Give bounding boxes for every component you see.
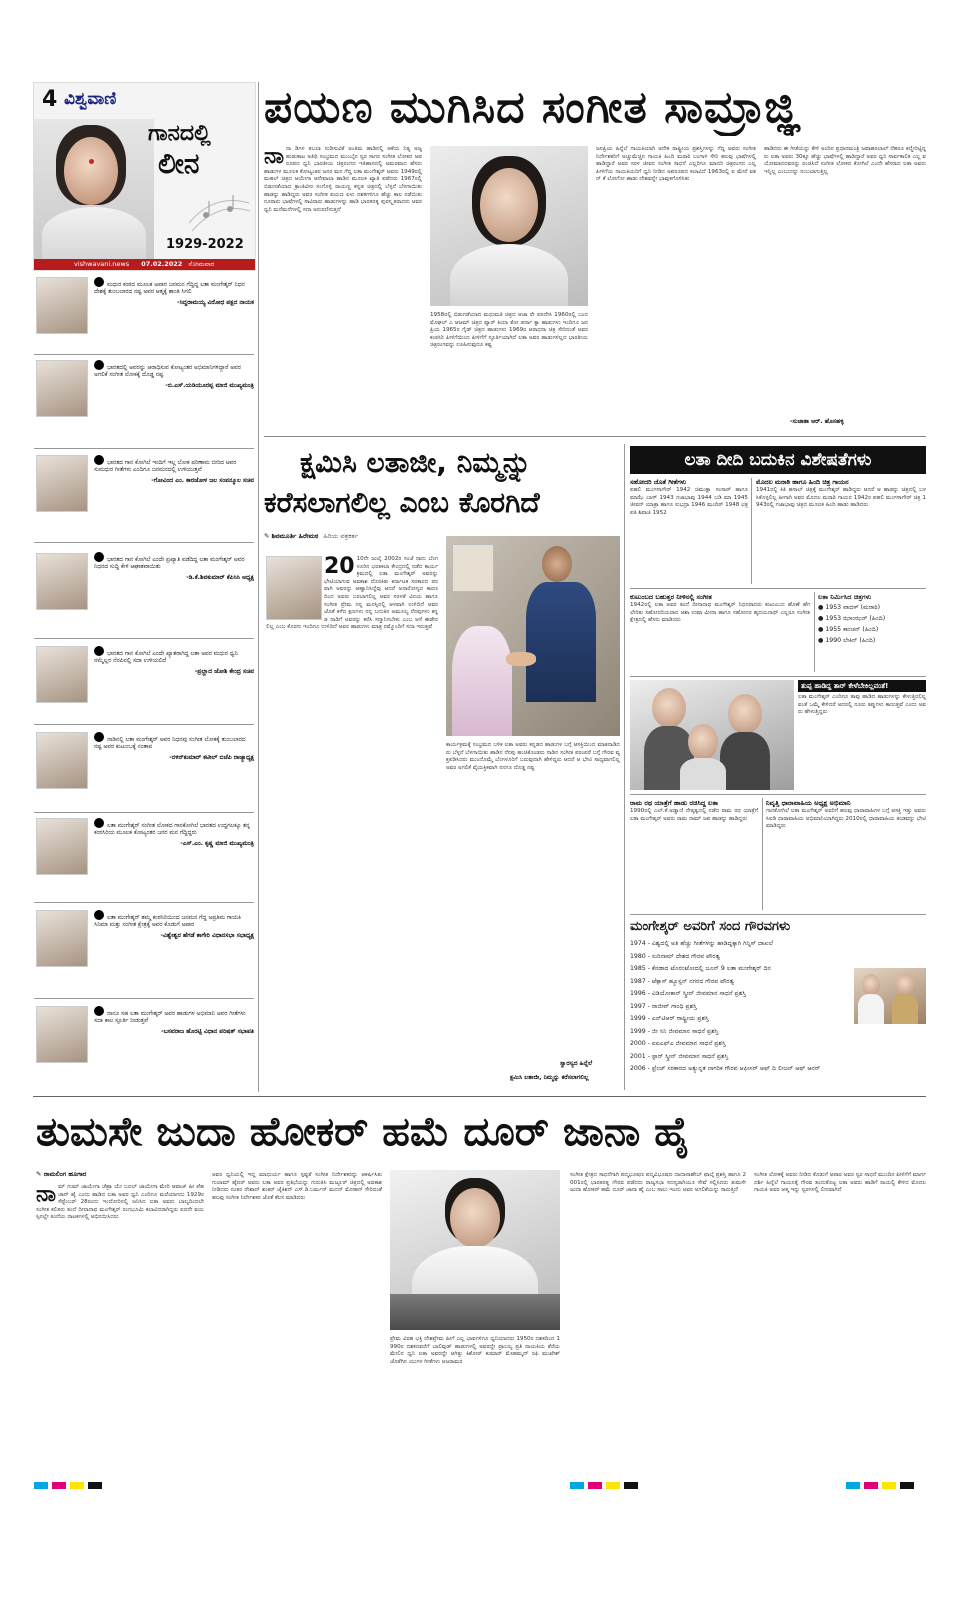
facts-box-title: ಲತಾ ದೀದಿ ಬದುಕಿನ ವಿಶೇಷತೆಗಳು [630,446,926,474]
avatar [36,910,88,967]
quote-signature: -ಸಿದ್ದರಾಮಯ್ಯ ವಿರೋಧ ಪಕ್ಷದ ನಾಯಕ [177,298,254,306]
feature-box [33,82,256,271]
color-registration-marks [846,1474,918,1493]
cyan-swatch [570,1482,584,1489]
cyan-swatch [34,1482,48,1489]
avatar [36,818,88,875]
date: 07.02.2022 [141,260,183,268]
quote-block [94,277,254,351]
article-column [596,146,756,428]
bullet-icon [94,732,104,742]
article-text: ನಾ ಡಿಗಳ ತಬಲಾ ನುಡಿಸುವಿಕೆ ಅಂತಿಮ ಹಾಡಿನಲ್ಲಿ ಆಕೆಯ ನಿತ್ಯ ಅಜ್ಜ ಹುಡುಕಾಟ ಅತಿಥಿ ಸಂಭ್ರಮದ ಮುಂಬೈನ ಸ್ವರ ಸಾಗರ ಸಂಗೀತ ಲೋಕದ ಅಪರೂಪದ ಧ್ವನಿ ಭಾರತೀಯ ಚಿತ್ರರಂಗದ ಇತಿಹಾಸದಲ್ಲಿ ಅಮರವಾದ ಹೆಸರು ಹಾಡುಗಳ ಮೂಲಕ ಕೋಟ್ಯಂತರ ಜನರ ಮನ ಗೆದ್ದ ಲತಾ ಮಂಗೇಶ್ಕರ್ ಅವರು 1949ರಲ್ಲಿ ಮಹಲ್ ಚಿತ್ರದ ಆಯೇಗಾ ಆನೇವಾಲಾ ಹಾಡಿನ ಮೂಲಕ ಖ್ಯಾತಿ ಪಡೆದರು 1967ರಲ್ಲಿ ಬಿಡುಗಡೆಯಾದ ಕ್ರಾಂತಿವೀರ ಸಂಗೊಳ್ಳಿ ರಾಯಣ್ಣ ಕನ್ನಡ ಚಿತ್ರದಲ್ಲಿ ಬೆಳ್ಳನೆ ಬೆಳಗಾಯಿತು ಹಾಡನ್ನು ಹಾಡಿದ್ದರು ಅವರ ಸಂಗೀತ ಪಯಣ ಏಳು ದಶಕಗಳಿಗೂ ಹೆಚ್ಚು ಕಾಲ ನಡೆಯಿತು ನೂರಾರು ಭಾಷೆಗಳಲ್ಲಿ ಸಾವಿರಾರು ಹಾಡುಗಳನ್ನು ಹಾಡಿ ಭಾರತರತ್ನ ಪುರಸ್ಕೃತರಾದರು ಅವರ ಧ್ವನಿ ಮನೆಮನೆಗಳಲ್ಲಿ ಸದಾ ಅನುರಣಿಸುತ್ತದೆ [264,146,422,213]
photo-caption: ಕ್ಷಮಿಸಿ ಲತಾಜೀ, ನಿಮ್ಮನ್ನು ಕರೆಸಲಾಗಲಿಲ್ಲ [510,1074,589,1081]
quote-signature: -ನಳಿನ್‌ಕುಮಾರ್ ಕಟೀಲ್ ಬಿಜೆಪಿ ರಾಜ್ಯಾಧ್ಯಕ್ಷ [169,753,254,761]
quote-text: ನಾಡಿನಲ್ಲಿ ಲತಾ ಮಂಗೇಶ್ಕರ್ ಅವರ ನಿಧನವು ಸಂಗೀತ ಲೋಕಕ್ಕೆ ತುಂಬಲಾರದ ನಷ್ಟ ಅವರ ಕುಟುಂಬಕ್ಕೆ ಸಂತಾಪ [94,737,246,751]
list-item: 2006 - ಫ್ರೆಂಚ್ ಸರಕಾರದ ಅತ್ಯುನ್ನತ ನಾಗರಿಕ ಗೌರವ ಆಫೀಸರ್ ಆಫ್ ದಿ ಲೀಜನ್ ಆಫ್ ಆನರ್ [630,1065,821,1072]
facts-left-head: ಸಹೋದರಿ ಜೊತೆ ಗೀತೆಗಳು [630,478,687,486]
quote-block [94,732,254,810]
list-item: 1980 - ಸುರಿನಾಮ್ ದೇಶದ ಗೌರವ ಪೌರತ್ವ [630,952,721,960]
family-box-head: ಕುಟುಂಬದ ಬಹುತ್ತರ ನೀಳಿನಲ್ಲಿ ಸಂಗೀತ [630,593,712,601]
magenta-swatch [52,1482,66,1489]
quote-text: ಭಾರತದ ಗಾನ ಕೋಗಿಲೆ ಎಂದೇ ಖ್ಯಾತರಾಗಿದ್ದ ಲತಾ ಅವರ ಮಧುರ ಧ್ವನಿ ನಮ್ಮೆಲ್ಲರ ನೆನಪಿನಲ್ಲಿ ಸದಾ ಉಳಿಯಲಿದೆ [94,651,238,665]
article-column [390,1336,560,1460]
tv-box [766,798,926,910]
bullet-icon [94,910,104,920]
list-item: 2001 - ಸ್ಟಾರ್ ಸ್ಕ್ರೀನ್ ಜೀವಮಾನ ಸಾಧನೆ ಪ್ರಶಸ್ತಿ [630,1052,729,1060]
honours-box-head: ಮಂಗೇಶ್ಕರ್ ಅವರಿಗೆ ಸಂದ ಗೌರವಗಳು [630,919,791,934]
article-column [754,1172,926,1460]
family-box [630,592,810,672]
yellow-swatch [70,1482,84,1489]
quote-text: ಲತಾ ಮಂಗೇಶ್ಕರ್ ತಮ್ಮ ಕಂಠಸಿರಿಯಿಂದ ಜನಮನ ಗೆದ್ದ ಅಪ್ರತಿಮ ಗಾಯಕಿ ಸಿನಿಮಾ ಮತ್ತು ಸಂಗೀತ ಕ್ಷೇತ್ರಕ್ಕೆ ಅವರ ಕೊಡುಗೆ ಅಪಾರ [94,915,241,929]
quote-block [94,552,254,634]
pen-icon: ✎ [36,1170,44,1178]
meeting-photo [446,536,620,736]
article-text: ಕಾರ್ಯಕ್ರಮಕ್ಕೆ ಸಂಭ್ರಮದ ಬಳಿಕ ಲತಾ ಅವರು ಕನ್ನಡದ ಹಾಡುಗಳ ಬಗ್ಗೆ ಆಸಕ್ತಿಯಿಂದ ಮಾತನಾಡಿದರು ಬೆಳ್ಳನೆ ಬೆಳಗಾಯಿತು ಹಾಡಿನ ನೆನಪು ಹಂಚಿಕೊಂಡರು ನಾಡಿನ ಸಂಗೀತ ಪರಂಪರೆ ಬಗ್ಗೆ ಗೌರವ ವ್ಯಕ್ತಪಡಿಸಿದರು ಮುಂದೊಮ್ಮೆ ಬೆಂಗಳೂರಿಗೆ ಬರುವುದಾಗಿ ಹೇಳಿದ್ದರು ಆದರೆ ಆ ಭೇಟಿ ಸಾಧ್ಯವಾಗಲಿಲ್ಲ ಅವರ ಅಗಲಿಕೆ ವೈಯಕ್ತಿಕವಾಗಿ ನನಗೂ ದೊಡ್ಡ ನಷ್ಟ [446,742,620,771]
films-box [818,592,926,672]
avatar [36,277,88,334]
sang-box-head: ತುಪ್ಪ ಹಾಡಿದ್ದ ತಾರ್ ಕೇಳೆಬೇಕಿಲ್ಲವಂತೆ! [798,680,926,692]
pen-icon: ✎ [264,532,272,540]
article-text: ಸಂಗೀತ ಲೋಕಕ್ಕೆ ಅವರು ನೀಡಿದ ಕೊಡುಗೆ ಅಪಾರ ಅವರ ಸ್ವರ ಸಾಧನೆ ಮುಂದಿನ ಪೀಳಿಗೆಗೆ ಮಾರ್ಗದರ್ಶಿ ಹಿನ್ನೆಲೆ ಗಾಯನಕ್ಕೆ ಗೌರವ ತಂದುಕೊಟ್ಟ ಲತಾ ಅವರು ಹಾಡಿಗೆ ರಾಯಲ್ಟಿ ಕೇಳಿದ ಮೊದಲ ಗಾಯಕಿ ಅವರ ಆತ್ಮ ಇನ್ನು ಸ್ವರಗಳಲ್ಲಿ ಲೀನವಾಗಿದೆ [754,1172,926,1194]
article-text: ಮ್ ಗುಮ್ ಜಾಯೇಗಾ ಚೆಹ್ರಾ ಯೇ ಬದಲ್ ಜಾಯೇಗಾ ಮೇರಿ ಆವಾಜ್ ಹೀ ಪೆಹಚಾನ್ ಹೈ ಎಂದು ಹಾಡಿದ ಲತಾ ಅವರ ಧ್ವನಿ ಎಂದಿಗೂ ಮರೆಯಾಗದು 1929ರ ಸೆಪ್ಟೆಂಬರ್ 28ರಂದು ಇಂದೋರಿನಲ್ಲಿ ಜನಿಸಿದ ಲತಾ ಅವರು ಬಾಲ್ಯದಿಂದಲೇ ಸಂಗೀತ ಕಲಿತರು ತಂದೆ ದೀನಾನಾಥ ಮಂಗೇಶ್ಕರ್ ರಂಗಭೂಮಿ ಕಲಾವಿದರಾಗಿದ್ದರು ಐದನೇ ವಯಸ್ಸಿನಲ್ಲೇ ತಂದೆಯ ನಾಟಕಗಳಲ್ಲಿ ಅಭಿನಯಿಸಿದರು [36,1184,204,1221]
list-item: ● 1953 ಝಾಂಝರ್ (ಹಿಂದಿ) [818,615,886,622]
sang-box-text: ಲತಾ ಮಂಗೇಶ್ಕರ್ ಎಂದಿಗೂ ತಾವು ಹಾಡಿದ ಹಾಡುಗಳನ್ನು ಕೇಳುತ್ತಿರಲಿಲ್ಲವಂತೆ ಒಮ್ಮೆ ಕೇಳಿದರೆ ಅದರಲ್ಲಿ ನೂರು ತಪ್ಪುಗಳು ಕಾಣುತ್ತವೆ ಎಂದು ಅವರು ಹೇಳುತ್ತಿದ್ದರು [798,694,926,716]
masthead-strip [34,259,255,270]
bottom-byline: ✎ ರಾಮಲಿಂಗ ಹೂಗಾರ [36,1170,87,1178]
quote-text: ಭಾರತದ ಗಾನ ಕೋಗಿಲೆ ಇಂದಿಗೆ ಇಲ್ಲ ಲೋಕ ಪರಿಣಾಮ ಬೀರಿದ ಅವರ ಸುಮಧುರ ಗೀತೆಗಳು ಎಂದಿಗೂ ಜನಮನದಲ್ಲಿ ಉಳಿಯುತ್ತವೆ [94,460,237,474]
singers-group-photo [630,680,794,790]
byline [264,532,358,541]
bullet-icon: ● [818,626,826,633]
article-column [570,1172,746,1460]
paper-name: ವಿಶ್ವವಾಣಿ [64,89,117,109]
article2-headline-1: ಕ್ಷಮಿಸಿ ಲತಾಜೀ, ನಿಮ್ಮನ್ನು [300,446,531,479]
family-box-text: 1942ರಲ್ಲಿ ಲತಾ ಅವರ ತಂದೆ ದೀನಾನಾಥ ಮಂಗೇಶ್ಕರ್ ನಿಧನರಾದರು ಕುಟುಂಬದ ಹೊಣೆ ಹೆಗಲೇರಿತು ಸಹೋದರಿಯರಾದ ಆಶಾ ಉಷಾ ಮೀನಾ ಹಾಗೂ ಸಹೋದರ ಹೃದಯನಾಥ್ ಎಲ್ಲರೂ ಸಂಗೀತ ಕ್ಷೇತ್ರದಲ್ಲಿ ಹೆಸರು ಮಾಡಿದರು [630,602,810,624]
quote-text: ನಾನೂ ಸಹ ಲತಾ ಮಂಗೇಶ್ಕರ್ ಅವರ ಹಾಡುಗಳ ಅಭಿಮಾನಿ ಅವರ ಗೀತೆಗಳು ಸದಾ ಕಾಲ ಸ್ಫೂರ್ತಿ ನೀಡುತ್ತವೆ [94,1011,246,1025]
list-item: ● 1953 ವಾದಳ್ (ಮರಾಠಿ) [818,604,881,611]
byline-role: ಹಿರಿಯ ಪತ್ರಕರ್ತ [323,532,358,540]
quote-signature: -ಎಸ್.ಎಂ. ಕೃಷ್ಣ ಮಾಜಿ ಮುಖ್ಯಮಂತ್ರಿ [180,839,254,847]
article-text: ಜನಪ್ರಿಯ ಹಿನ್ನೆಲೆ ಗಾಯಕಿಯಾಗಿ ಅನೇಕ ರಾಷ್ಟ್ರೀಯ ಪ್ರಶಸ್ತಿಗಳನ್ನು ಗೆದ್ದ ಅವರು ಸಂಗೀತ ನಿರ್ದೇಶಕರಿಗೆ ಅಚ್ಚುಮೆಚ್ಚಿನ ಗಾಯಕಿ ಹಿಂದಿ ಮರಾಠಿ ಬಂಗಾಳಿ ಸೇರಿ ಹಲವು ಭಾಷೆಗಳಲ್ಲಿ ಹಾಡಿದ್ದಾರೆ ಅವರ ಸರಳ ಜೀವನ ಸಂಗೀತ ಸಾಧನೆ ಎಲ್ಲರಿಗೂ ಮಾದರಿ ಚಿತ್ರರಂಗದ ಎಲ್ಲ ಪೀಳಿಗೆಯ ನಾಯಕಿಯರಿಗೆ ಧ್ವನಿ ನೀಡಿದ ಅಪರೂಪದ ಕಲಾವಿದೆ 1963ರಲ್ಲಿ ಐ ಮೇರೆ ವತನ್ ಕೆ ಲೋಗೋ ಹಾಡು ದೇಶವನ್ನೇ ಭಾವುಕಗೊಳಿಸಿತು [596,146,756,183]
quote-signature: -ಗೋವಿಂದ ಎಂ. ಕಾರಜೋಳ ಜಲ ಸಂಪನ್ಮೂಲ ಸಚಿವ [151,476,254,484]
article-text: ಹಾಡಿದರು ಈ ಗೀತೆಯನ್ನು ಕೇಳಿ ಅಂದಿನ ಪ್ರಧಾನಮಂತ್ರಿ ಜವಾಹರಲಾಲ್ ನೆಹರೂ ಕಣ್ಣೀರಿಟ್ಟಿದ್ದರು ಲತಾ ಅವರು 30ಕ್ಕೂ ಹೆಚ್ಚು ಭಾಷೆಗಳಲ್ಲಿ ಹಾಡಿದ್ದಾರೆ ಅವರ ಧ್ವನಿ ಸಾರ್ವಕಾಲಿಕ ಎಲ್ಲ ವಯೋಮಾನದವರನ್ನು ರಂಜಿಸಿದೆ ಸಂಗೀತ ಲೋಕದ ಕೋಗಿಲೆ ಎಂದೇ ಹೆಸರಾದ ಲತಾ ಅವರು ಇನ್ನಿಲ್ಲ ಎಂಬುದನ್ನು ನಂಬಲಾಗುತ್ತಿಲ್ಲ [764,146,926,175]
article-text: 10ನೇ ಜುಲೈ 2002ರ ಸಂಜೆ ನಾನು ಬೆಂಗಳೂರಿನ ಭರತಕಲಾ ಕೇಂದ್ರದಲ್ಲಿ ನಡೆದ ಕಾರ್ಯಕ್ರಮದಲ್ಲಿ ಲತಾ ಮಂಗೇಶ್ಕರ್ ಅವರನ್ನು ಭೇಟಿಯಾಗುವ ಅವಕಾಶ ದೊರಕಿತು ಕರ್ನಾಟಕ ಸರಕಾರದ ಪರವಾಗಿ ಅವರನ್ನು ಆಹ್ವಾನಿಸಿದ್ದೆವು ಆದರೆ ಅನಾರೋಗ್ಯದ ಕಾರಣದಿಂದ ಅವರು ಬರಲಾಗಲಿಲ್ಲ ಅವರ ಸರಳತೆ ವಿನಯ ಹಾಗೂ ಸಂಗೀತ ಪ್ರೇಮ ನನ್ನ ಮನಸ್ಸಿನಲ್ಲಿ ಆಳವಾಗಿ ಉಳಿದಿದೆ ಅವರ ಜೊತೆ ಕಳೆದ ಕ್ಷಣಗಳು ನನ್ನ ಬದುಕಿನ ಅಮೂಲ್ಯ ನೆನಪುಗಳು ಕನ್ನಡ ನಾಡಿಗೆ ಅವರನ್ನು ಕರೆಸಿ ಸನ್ಮಾನಿಸಬೇಕು ಎಂಬ ಆಸೆ ಈಡೇರಲಿಲ್ಲ ಎಂಬ ಕೊರಗು ಇಂದಿಗೂ ಉಳಿದಿದೆ ಅವರ ಹಾಡುಗಳು ಮಾತ್ರ ನಮ್ಮೊಂದಿಗೆ ಸದಾ ಇರುತ್ತವೆ [266,556,438,631]
black-swatch [624,1482,638,1489]
color-registration-marks [570,1474,642,1493]
cyan-swatch [846,1482,860,1489]
quote-text: ಭಾರತದ ಗಾನ ಕೋಗಿಲೆ ಎಂದೇ ಪ್ರಖ್ಯಾತಿ ಪಡೆದಿದ್ದ ಲತಾ ಮಂಗೇಶ್ಕರ್ ಅವರ ನಿಧನದ ಸುದ್ದಿ ಕೇಳಿ ಆಘಾತವಾಯಿತು [94,557,245,571]
quote-signature: -ಡಿ.ಕೆ.ಶಿವಕುಮಾರ್ ಕೆಪಿಸಿಸಿ ಅಧ್ಯಕ್ಷ [186,573,254,581]
black-swatch [88,1482,102,1489]
quote-signature: -ಪ್ರಲ್ಹಾದ ಜೋಶಿ ಕೇಂದ್ರ ಸಚಿವ [194,667,254,675]
list-item: ● 1990 ಲೇಕಿನ್ (ಹಿಂದಿ) [818,637,876,644]
main-headline: ಪಯಣ ಮುಗಿಸಿದ ಸಂಗೀತ ಸಾಮ್ರಾಜ್ಞಿ [264,82,801,133]
black-swatch [900,1482,914,1489]
list-item: 2000 - ಐಐಎಫ್ಎ ಜೀವಮಾನ ಸಾಧನೆ ಪ್ರಶಸ್ತಿ [630,1040,726,1047]
bullet-icon: ● [818,604,826,611]
avatar [36,646,88,703]
bullet-icon [94,818,104,828]
facts-left-box [630,478,748,584]
quote-block [94,360,254,442]
sang-box [798,680,926,790]
bullet-icon [94,1006,104,1016]
list-item: 1974 - ವಿಶ್ವದಲ್ಲಿ ಅತಿ ಹೆಚ್ಚು ಗೀತೆಗಳನ್ನು ಹಾಡಿದ್ದಕ್ಕಾಗಿ ಗಿನ್ನಿಸ್ ದಾಖಲೆ [630,940,773,947]
list-item: 1985 - ಕೆನಡಾದ ಟೊರಂಟೋದಲ್ಲಿ ಜೂನ್ 9 ಲತಾ ಮಂಗೇಶ್ಕರ್ ದಿನ [630,965,771,972]
bottom-headline: ತುಮಸೇ ಜುದಾ ಹೋಕರ್ ಹಮೆ ದೂರ್ ಜಾನಾ ಹೈ [36,1109,691,1155]
list-item: 1987 - ಟೆಕ್ಸಾಸ್ ಹ್ಯೂಸ್ಟನ್ ನಗರದ ಗೌರವ ಪೌರತ್ವ [630,977,735,985]
color-registration-marks [34,1474,106,1493]
feature-title-2: ಲೀನ [158,147,200,180]
article-text: 1958ರಲ್ಲಿ ಬಿಡುಗಡೆಯಾದ ಮಧುಮತಿ ಚಿತ್ರದ ಆಜಾ ರೇ ಪರದೇಸಿ 1960ರಲ್ಲಿ ಬಂದ ಮೊಘಲ್ ಎ ಆಜಮ್ ಚಿತ್ರದ ಪ್ಯಾರ್ ಕಿಯಾ ತೋ ಡರ್ನಾ ಕ್ಯಾ ಹಾಡುಗಳು ಇಂದಿಗೂ ಜನಪ್ರಿಯ 1965ರ ಗೈಡ್ ಚಿತ್ರದ ಹಾಡುಗಳು 1969ರ ಆರಾಧನಾ ಚಿತ್ರ ಸೇರಿದಂತೆ ಅವರ ಕಂಠಸಿರಿ ಪೀಳಿಗೆಯಿಂದ ಪೀಳಿಗೆಗೆ ಸ್ಫೂರ್ತಿಯಾಗಿದೆ ಲತಾ ಅವರ ಹಾಡುಗಳಿಲ್ಲದ ಭಾರತೀಯ ಚಿತ್ರರಂಗವನ್ನು ಊಹಿಸುವುದೂ ಕಷ್ಟ [430,312,588,349]
quote-block [94,1006,254,1090]
tv-box-head: ನಿವೃತ್ತಿ ಧಾರಾವಾಹಿಯ ಅಧ್ಯಕ್ಷ ಅಭಿಮಾನಿ [766,799,851,807]
website: vishwavani.news [74,260,130,268]
bullet-icon: ● [818,615,826,622]
rama-box-text: 1990ರಲ್ಲಿ ಎಲ್.ಕೆ.ಅಡ್ವಾಣಿ ನೇತೃತ್ವದಲ್ಲಿ ನಡೆದ ರಾಮ ರಥ ಯಾತ್ರೆಗೆ ಲತಾ ಮಂಗೇಶ್ಕರ್ ಅವರು ರಾಮ ನಾಮ್ ಜಪ ಹಾಡನ್ನು ಹಾಡಿದ್ದರು [630,808,758,822]
list-item: ● 1955 ಕಾಂಚನ್ (ಹಿಂದಿ) [818,626,879,633]
article2-headline-2: ಕರೆಸಲಾಗಲಿಲ್ಲ ಎಂಬ ಕೊರಗಿದೆ [264,486,540,519]
article-text: ಪ್ರೇಮ ವಿರಹ ಭಕ್ತಿ ದೇಶಪ್ರೇಮ ಹೀಗೆ ಎಲ್ಲ ಭಾವಗಳಿಗೂ ಧ್ವನಿಯಾದರು 1950ರ ದಶಕದಿಂದ 1990ರ ದಶಕದವರೆಗೆ ಬಾಲಿವುಡ್ ಹಾಡುಗಳಲ್ಲಿ ಅವರದ್ದೇ ಪ್ರಾಬಲ್ಯ ಪ್ರತಿ ನಾಯಕಿಯ ತೆರೆಯ ಮೇಲಿನ ಧ್ವನಿ ಲತಾ ಅವರದ್ದೇ ಆಗಿತ್ತು ಕಿಶೋರ್ ಕುಮಾರ್ ಮೊಹಮ್ಮದ್ ರಫಿ ಮುಖೇಶ್ ಜೊತೆಗಿನ ಯುಗಳ ಗೀತೆಗಳು ಅಜರಾಮರ [390,1336,560,1365]
yellow-swatch [882,1482,896,1489]
singer-photo [430,146,588,306]
bullet-icon [94,277,104,287]
article-signature: -ಸುಜಾತಾ ಆರ್. ಹೊಸಹಳ್ಳಿ [790,418,844,425]
facts-right-head: ಮೊದಲ ಮರಾಠಿ ಹಾಗೂ ಹಿಂದಿ ಚಿತ್ರ ಗಾಯನ [756,478,849,486]
end-note: ಸ್ವಾರಸ್ಯದ ಹಿನ್ನೆಲೆ [560,1060,593,1067]
article-column [264,146,422,428]
article-column [266,556,438,1076]
byline-name: ಶಿವಮೂರ್ತಿ ಹಿರೇಮಠ [271,532,319,540]
feature-title-1: ಗಾನದಲ್ಲಿ [148,121,211,146]
avatar [36,455,88,512]
quote-block [94,910,254,994]
magenta-swatch [588,1482,602,1489]
bullet-icon [94,455,104,465]
bullet-icon [94,360,104,370]
quote-block [94,646,254,720]
rama-box-head: ರಾಮ ರಥ ಯಾತ್ರೆಗೆ ಹಾಡು ರಚಿಸಿದ್ದ ಲತಾ [630,799,719,807]
award-photo [854,968,926,1024]
quote-block [94,455,254,537]
article-column [764,146,926,416]
list-item: 1997 - ರಾಜೀವ್ ಗಾಂಧಿ ಪ್ರಶಸ್ತಿ [630,1002,697,1010]
music-notes-decoration [184,183,254,238]
quote-text: ಮಧುರ ಕಂಠದ ಮೂಲಕ ಅಪಾರ ಜನಮನ ಗೆದ್ದಿದ್ದ ಲತಾ ಮಂಗೇಶ್ಕರ್ ನಿಧನ ದೇಶಕ್ಕೆ ತುಂಬಲಾರದ ನಷ್ಟ ಅವರ ಆತ್ಮಕ್ಕೆ ಶಾಂತಿ ಸಿಗಲಿ [94,282,245,296]
facts-right-text: 1941ರಲ್ಲಿ ಕಿತಿ ಹಸಾಲ್ ಚಿತ್ರಕ್ಕೆ ಮಂಗೇಶ್ಕರ್ ಹಾಡಿದ್ದರು ಆದರೆ ಆ ಹಾಡನ್ನು ಚಿತ್ರದಲ್ಲಿ ಬಳಸಿಕೊಳ್ಳಲಿಲ್ಲ ಹೀಗಾಗಿ ಅವರ ಮೊದಲ ಮರಾಠಿ ಗಾಯನ 1942ರ ಪಹಲಿ ಮಂಗಳಾಗೌರ್ ಚಿತ್ರ 1943ರಲ್ಲಿ ಗಜಾಭಾವು ಚಿತ್ರದ ಮೂಲಕ ಹಿಂದಿ ಹಾಡು ಹಾಡಿದರು [756,487,926,509]
quote-signature: -ಬಿ.ಎಸ್.ಯಡಿಯೂರಪ್ಪ ಮಾಜಿ ಮುಖ್ಯಮಂತ್ರಿ [165,381,254,389]
article-text: ಸಂಗೀತ ಕ್ಷೇತ್ರದ ಸಾಧನೆಗಾಗಿ ಪದ್ಮಭೂಷಣ ಪದ್ಮವಿಭೂಷಣ ದಾದಾಸಾಹೇಬ್ ಫಾಲ್ಕೆ ಪ್ರಶಸ್ತಿ ಹಾಗೂ 2001ರಲ್ಲಿ ಭಾರತರತ್ನ ಗೌರವ ಪಡೆದರು ರಾಜ್ಯಸಭಾ ಸದಸ್ಯರಾಗಿಯೂ ಸೇವೆ ಸಲ್ಲಿಸಿದರು ತುಮಸೇ ಜುದಾ ಹೋಕರ್ ಹಮೆ ದೂರ್ ಜಾನಾ ಹೈ ಎಂಬ ಸಾಲು ಇಂದು ಅವರ ಅಗಲಿಕೆಯನ್ನು ಸಾರುತ್ತಿದೆ [570,1172,746,1194]
bullet-icon [94,552,104,562]
rama-box [630,798,758,910]
quote-signature: -ಬಸವರಾಜ ಹೊರಟ್ಟಿ ವಿಧಾನ ಪರಿಷತ್ ಸಭಾಪತಿ [161,1027,254,1035]
young-singer-photo [390,1170,560,1330]
list-item: 1996 - ವಿಡಿಯೋಕಾನ್ ಸ್ಕ್ರೀನ್ ಜೀವಮಾನ ಸಾಧನೆ ಪ್ರಶಸ್ತಿ [630,990,747,997]
quote-text: ಭಾರತದಲ್ಲಿ ಅವರನ್ನು ಆರಾಧಿಸುವ ಕೋಟ್ಯಂತರ ಅಭಿಮಾನಿಗಳಿದ್ದಾರೆ ಅವರ ಅಗಲಿಕೆ ಸಂಗೀತ ಲೋಕಕ್ಕೆ ದೊಡ್ಡ ನಷ್ಟ [94,365,241,379]
list-item: 1999 - ಜೀ ಸಿನಿ ಜೀವಮಾನ ಸಾಧನೆ ಪ್ರಶಸ್ತಿ [630,1027,719,1035]
article-column [446,742,620,1058]
feature-years: 1929-2022 [166,237,244,252]
dropcap: ನಾ [264,146,284,169]
dropcap: 20 [324,556,355,579]
page-number: 4 [42,87,58,112]
article-column [36,1184,204,1460]
quote-text: ಲತಾ ಮಂಗೇಶ್ಕರ್ ಸಂಗೀತ ಲೋಕದ ಗಾನಕೋಗಿಲೆ ಭಾರತದ ಉದ್ದಗಲಕ್ಕೂ ತನ್ನ ಕಂಠಸಿರಿಯ ಮೂಲಕ ಕೋಟ್ಯಂತರ ಜನರ ಮನ ಗೆದ್ದಿದ್ದರು [94,823,250,837]
dropcap: ನಾ [36,1184,56,1207]
bullet-icon: ● [818,637,826,644]
tv-box-text: ಗಾನಕೋಗಿಲೆ ಲತಾ ಮಂಗೇಶ್ಕರ್ ಅವರಿಗೆ ಹಲವು ಧಾರಾವಾಹಿಗಳ ಬಗ್ಗೆ ಆಸಕ್ತಿ ಇತ್ತು ಅವರು ಸಿಐಡಿ ಧಾರಾವಾಹಿಯ ಅಭಿಮಾನಿಯಾಗಿದ್ದರು 2010ರಲ್ಲಿ ಧಾರಾವಾಹಿಯ ತಂಡವನ್ನು ಭೇಟಿ ಮಾಡಿದ್ದರು [766,808,926,830]
magenta-swatch [864,1482,878,1489]
singer-portrait [34,119,154,259]
facts-left-text: ಪಹಲಿ ಮಂಗಳಾಗೌರ್ 1942 ಚಿಮುಕ್ಲಾ ಸಂಸಾರ್ ಹಾಗೂ ಮಾಝೆ ಬಾಳ್ 1943 ಗಜಾಭಾವು 1944 ಬಡಿ ಮಾ 1945 ಜೀವನ್ ಯಾತ್ರಾ ಹಾಗೂ ಸುಭದ್ರಾ 1946 ಮಂದಿರ್ 1948 ಛತ್ರಪತಿ ಶಿವಾಜಿ 1952 [630,487,748,516]
bullet-icon [94,646,104,656]
avatar [36,553,88,610]
avatar [36,1006,88,1063]
quote-signature: -ವಿಶ್ವೇಶ್ವರ ಹೆಗಡೆ ಕಾಗೇರಿ ವಿಧಾನಸಭಾ ಸಭಾಧ್ಯಕ್ಷ [160,931,254,939]
avatar [36,360,88,417]
films-box-head: ಲತಾ ನಿರ್ಮಿಸಿದ ಚಿತ್ರಗಳು [818,593,872,601]
article-column [430,312,588,428]
weekday: ಸೋಮವಾರ [188,260,215,268]
facts-right-box [756,478,926,584]
honours-box [630,918,926,1094]
quote-block [94,818,254,900]
list-item: 1999 - ಎನ್‌ಟಿಆರ್ ರಾಷ್ಟ್ರೀಯ ಪ್ರಶಸ್ತಿ [630,1015,709,1022]
yellow-swatch [606,1482,620,1489]
article-text: ಅವರ ಧ್ವನಿಯಲ್ಲಿ ಇದ್ದ ಮಾಧುರ್ಯ ಹಾಗೂ ಸ್ಪಷ್ಟತೆ ಸಂಗೀತ ನಿರ್ದೇಶಕರನ್ನು ಆಕರ್ಷಿಸಿತು ಗುಲಾಮ್ ಹೈದರ್ ಅವರು ಲತಾ ಅವರ ಪ್ರತಿಭೆಯನ್ನು ಗುರುತಿಸಿ ಮಜ್ಬೂರ್ ಚಿತ್ರದಲ್ಲಿ ಅವಕಾಶ ನೀಡಿದರು ನಂತರ ನೌಶಾದ್ ಶಂಕರ್ ಜೈಕಿಶನ್ ಎಸ್.ಡಿ.ಬರ್ಮನ್ ಮದನ್ ಮೋಹನ್ ಸೇರಿದಂತೆ ಹಲವು ಸಂಗೀತ ನಿರ್ದೇಶಕರ ಜೊತೆ ಕೆಲಸ ಮಾಡಿದರು [212,1172,382,1201]
article-column [212,1172,382,1460]
avatar [36,732,88,789]
